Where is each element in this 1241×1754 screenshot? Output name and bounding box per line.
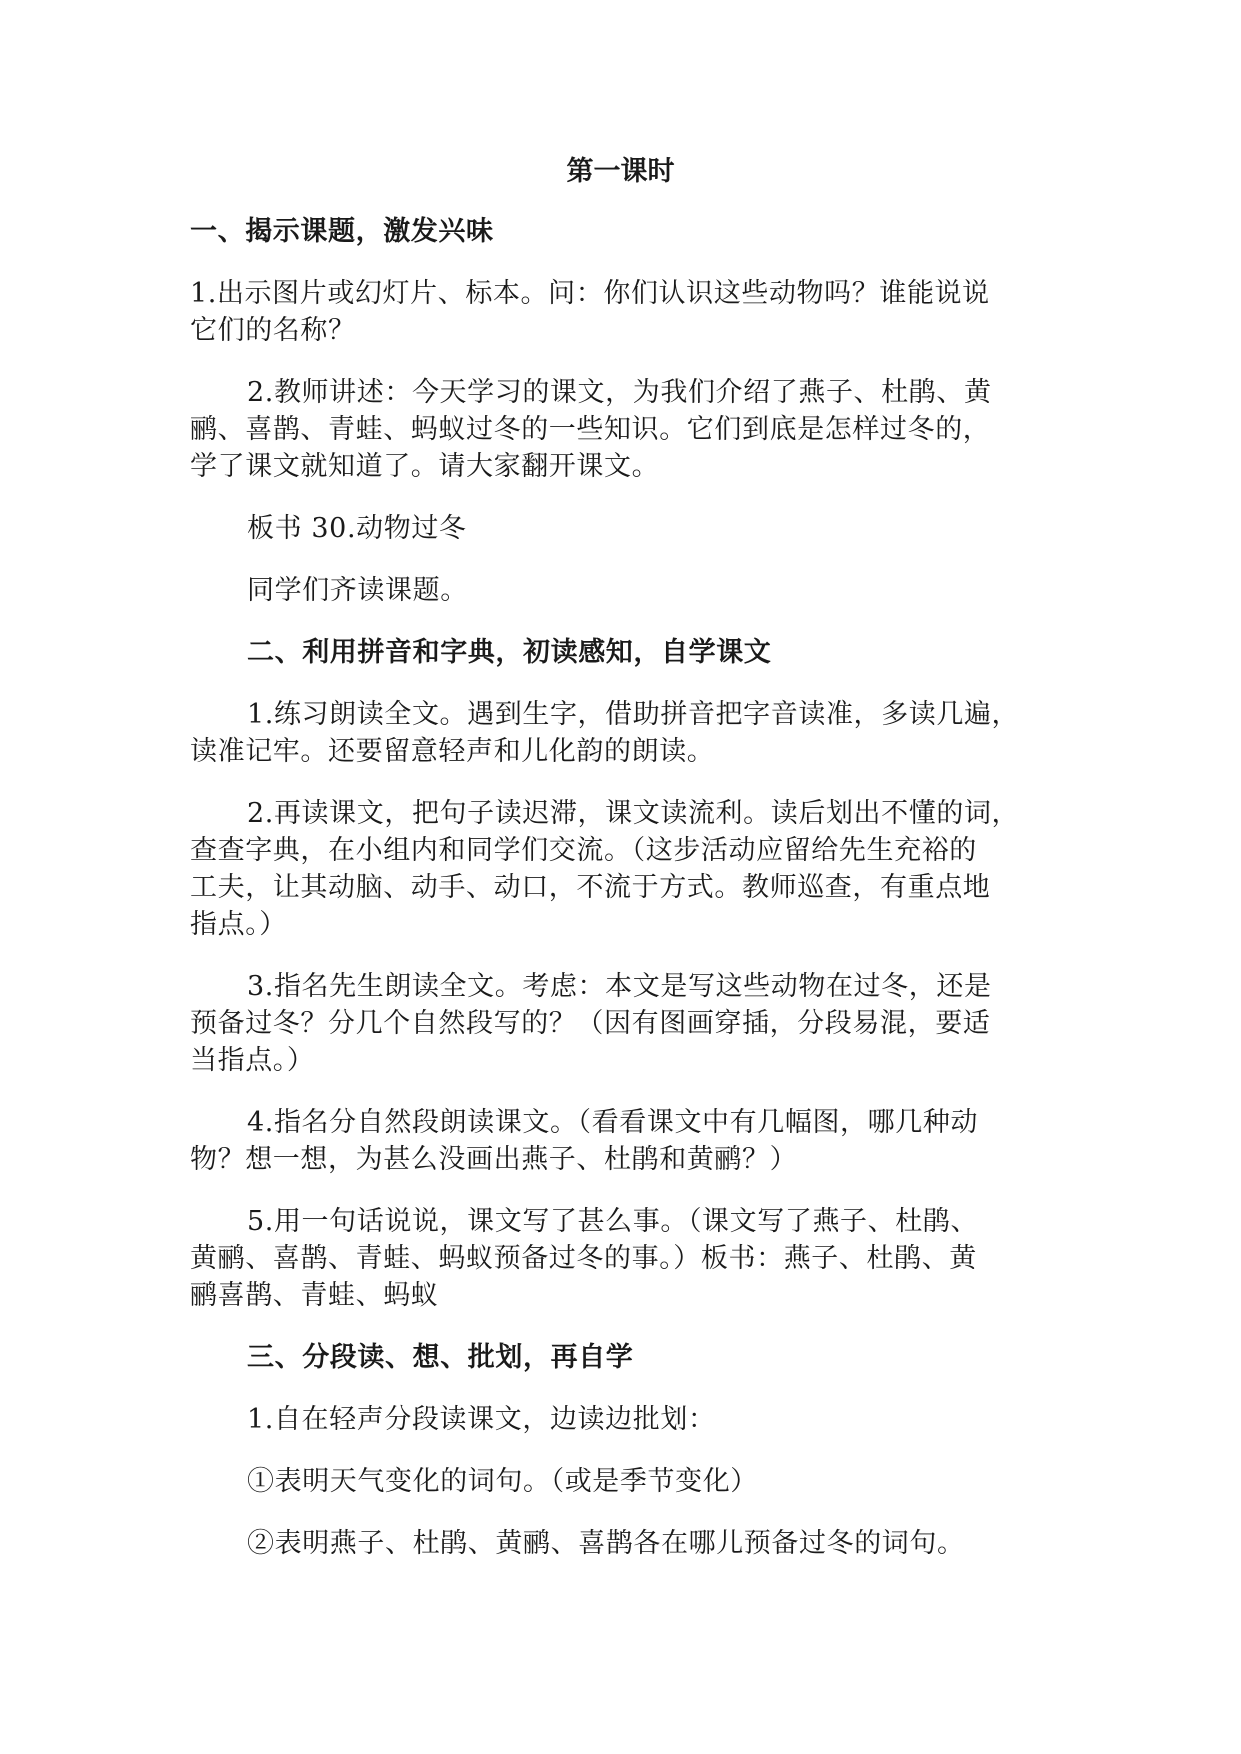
page-title: 第一课时: [566, 156, 675, 187]
s2-p5-line-2: 黄鹂、喜鹊、青蛙、蚂蚁预备过冬的事。）板书：燕子、杜鹃、黄: [190, 1243, 977, 1274]
s1-p1-line-2: 它们的名称？: [190, 315, 356, 346]
s2-p4-line-2: 物？想一想，为甚么没画出燕子、杜鹃和黄鹂？）: [190, 1144, 798, 1175]
s1-read-title: 同学们齐读课题。: [247, 575, 468, 606]
s1-p1-line-1: 1.出示图片或幻灯片、标本。问：你们认识这些动物吗？谁能说说: [190, 278, 990, 309]
s2-p1-line-2: 读准记牢。还要留意轻声和儿化韵的朗读。: [190, 736, 715, 767]
s1-blackboard-note: 板书 30.动物过冬: [247, 513, 467, 544]
s2-p2-line-1: 2.再读课文，把句子读迟滞，课文读流利。读后划出不懂的词，: [247, 798, 1020, 829]
section-2-heading: 二、利用拼音和字典，初读感知，自学课文: [247, 637, 772, 668]
section-1-heading: 一、揭示课题，激发兴味: [190, 216, 494, 247]
s2-p3-line-2: 预备过冬？分几个自然段写的？（因有图画穿插，分段易混，要适: [190, 1008, 991, 1039]
s2-p2-line-3: 工夫，让其动脑、动手、动口，不流于方式。教师巡查，有重点地: [190, 872, 991, 903]
s1-p2-line-1: 2.教师讲述：今天学习的课文，为我们介绍了燕子、杜鹃、黄: [247, 377, 992, 408]
s2-p3-line-3: 当指点。）: [190, 1045, 315, 1076]
s2-p5-line-3: 鹂喜鹊、青蛙、蚂蚁: [190, 1280, 439, 1311]
s1-p2-line-2: 鹂、喜鹊、青蛙、蚂蚁过冬的一些知识。它们到底是怎样过冬的，: [190, 414, 991, 445]
s2-p3-line-1: 3.指名先生朗读全文。考虑：本文是写这些动物在过冬，还是: [247, 971, 992, 1002]
s2-p2-line-2: 查查字典，在小组内和同学们交流。（这步活动应留给先生充裕的: [190, 835, 977, 866]
s2-p2-line-4: 指点。）: [190, 909, 287, 940]
s2-p1-line-1: 1.练习朗读全文。遇到生字，借助拼音把字音读准，多读几遍，: [247, 699, 1020, 730]
section-3-heading: 三、分段读、想、批划，再自学: [247, 1342, 634, 1373]
s3-p1: 1.自在轻声分段读课文，边读边批划：: [247, 1404, 716, 1435]
s2-p4-line-1: 4.指名分自然段朗读课文。（看看课文中有几幅图，哪几种动: [247, 1107, 979, 1138]
s3-p2: ①表明天气变化的词句。（或是季节变化）: [247, 1466, 758, 1497]
s3-p3: ②表明燕子、杜鹃、黄鹂、喜鹊各在哪儿预备过冬的词句。: [247, 1528, 965, 1559]
s2-p5-line-1: 5.用一句话说说，课文写了甚么事。（课文写了燕子、杜鹃、: [247, 1206, 979, 1237]
s1-p2-line-3: 学了课文就知道了。请大家翻开课文。: [190, 451, 660, 482]
